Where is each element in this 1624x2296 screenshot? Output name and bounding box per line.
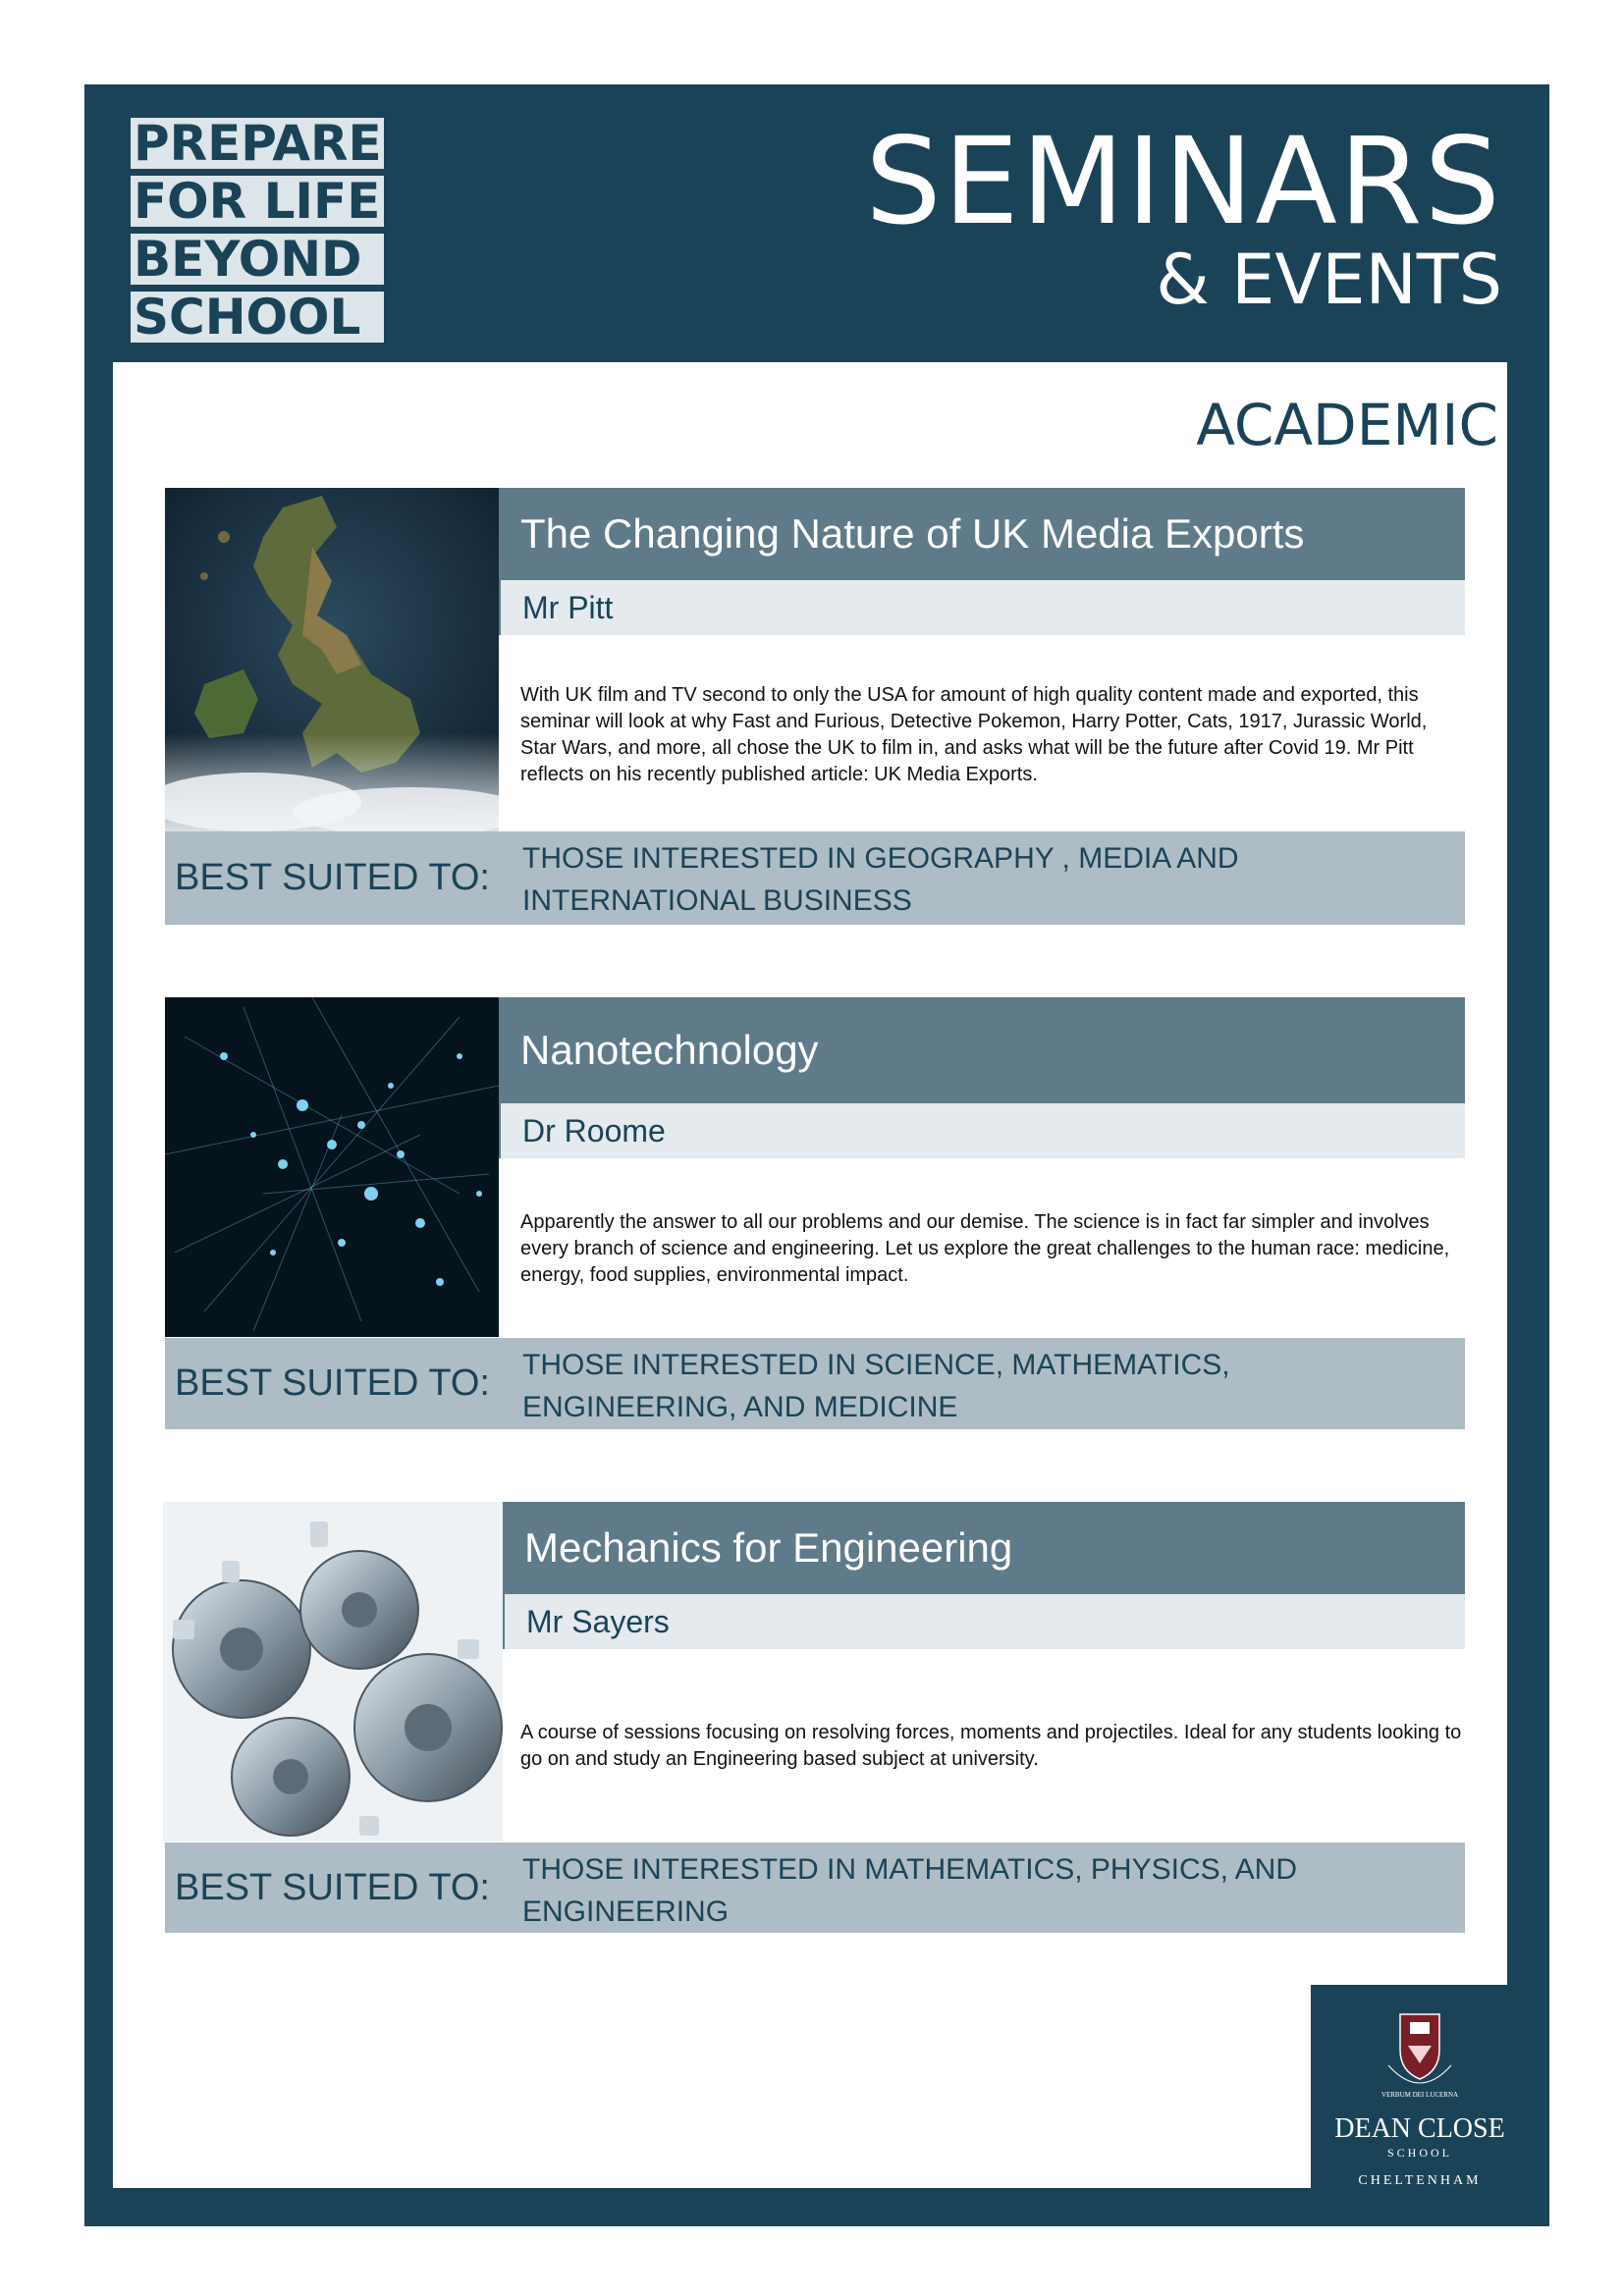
best-suited-band [165, 831, 1465, 925]
seminar-presenter: Mr Pitt [499, 580, 1465, 635]
tagline-line: FOR LIFE [131, 176, 384, 227]
tagline-line: SCHOOL [131, 292, 384, 343]
school-name: DEAN CLOSE [1334, 2113, 1505, 2144]
school-crest-icon [1379, 2006, 1461, 2101]
section-label: ACADEMIC [1196, 392, 1498, 458]
best-suited-label: BEST SUITED TO: [175, 1362, 490, 1404]
page-title: SEMINARS [865, 112, 1502, 251]
best-suited-text: THOSE INTERESTED IN GEOGRAPHY , MEDIA AND INTERNATIONAL BUSINESS [522, 842, 1239, 917]
seminar-description: A course of sessions focusing on resolving forces, moments and projectiles. Ideal for any students looking to go on and study an Engineering based subject at university. [520, 1722, 1462, 1770]
seminar-title: Mechanics for Engineering [503, 1502, 1465, 1594]
best-suited-band [165, 1338, 1465, 1429]
gears-image [163, 1502, 503, 1842]
seminar-card [165, 488, 1465, 925]
best-suited-label: BEST SUITED TO: [175, 857, 490, 898]
tagline-logo [131, 118, 384, 349]
seminar-description: With UK film and TV second to only the USA for amount of high quality content made and exported, this seminar will look at why Fast and Furious, Detective Pokemon, Harry Potter, Cats, 1917, Jurassic World, Star Wars, and more, all chose the UK to film in, and asks what will be the future after Covid 19. Mr Pitt reflects on his recently published article: UK Media Exports. [520, 684, 1428, 785]
best-suited-label: BEST SUITED TO: [175, 1867, 490, 1908]
best-suited-text: THOSE INTERESTED IN SCIENCE, MATHEMATICS, ENGINEERING, AND MEDICINE [522, 1349, 1230, 1423]
tagline-line: PREPARE [131, 118, 384, 169]
seminar-title: Nanotechnology [499, 997, 1465, 1103]
network-nodes-image [165, 997, 499, 1337]
best-suited-band [165, 1842, 1465, 1933]
seminar-presenter: Mr Sayers [503, 1594, 1465, 1649]
seminar-title: The Changing Nature of UK Media Exports [499, 488, 1465, 580]
page-subtitle: & EVENTS [1156, 240, 1502, 320]
seminar-card [165, 997, 1465, 1429]
tagline-line: BEYOND [131, 234, 384, 285]
seminar-presenter: Dr Roome [499, 1103, 1465, 1158]
seminar-card [165, 1502, 1465, 1934]
school-motto: VERBUM DEI LUCERNA [1380, 2091, 1459, 2099]
school-logo [1311, 1985, 1529, 2207]
school-sub: SCHOOL [1386, 2146, 1452, 2160]
satellite-uk-image [165, 488, 499, 831]
seminar-description: Apparently the answer to all our problems and our demise. The science is in fact far simpler and involves every branch of science and engineering. Let us explore the great challenges to the human race: medicine, energy, food supplies, environmental impact. [520, 1211, 1450, 1286]
school-town: CHELTENHAM [1358, 2173, 1482, 2188]
best-suited-text: THOSE INTERESTED IN MATHEMATICS, PHYSICS, AND ENGINEERING [522, 1853, 1297, 1928]
